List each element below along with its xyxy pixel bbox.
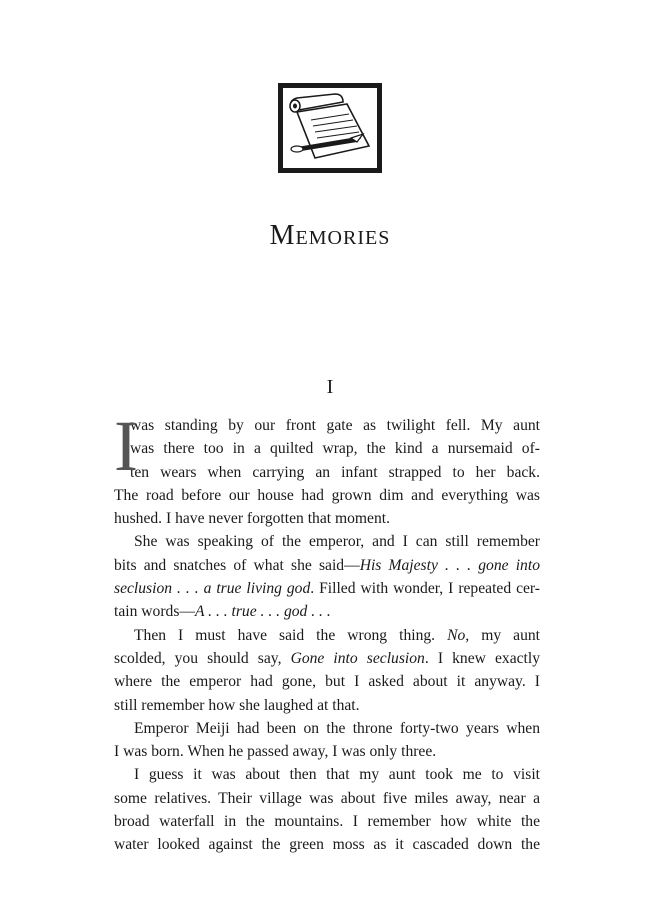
paragraph-5 xyxy=(114,763,540,856)
body-text xyxy=(114,406,541,857)
text-line: water looked against the green moss as it cascaded down the xyxy=(114,836,540,854)
text-run: . I knew exactly xyxy=(424,649,540,667)
text-line: some relatives. Their village was about five miles away, near a xyxy=(114,789,540,807)
text-line xyxy=(114,554,540,577)
text-line: was there too in a quilted wrap, the kind a nursemaid of- xyxy=(130,440,540,458)
paragraph-4 xyxy=(114,717,540,764)
text-run: my aunt xyxy=(469,626,540,644)
text-line: I guess it was about then that my aunt took me to visit xyxy=(134,766,540,784)
text-line xyxy=(114,624,540,647)
text-line xyxy=(114,647,540,670)
paragraph-3 xyxy=(114,624,540,717)
text-line: still remember how she laughed at that. xyxy=(114,696,360,714)
text-line: ten wears when carrying an infant strapped to her back. xyxy=(130,463,540,481)
text-run: Then I must have said the wrong thing. xyxy=(134,626,448,644)
text-line: Emperor Meiji had been on the throne forty-two years when xyxy=(134,719,540,737)
paragraph-1 xyxy=(114,406,540,530)
italic-run: A . . . true . . . god . . . xyxy=(195,603,331,621)
italic-run: Gone into seclusion xyxy=(290,649,425,667)
italic-run: No, xyxy=(447,626,470,644)
text-run: . Filled with wonder, I repeated cer- xyxy=(310,580,541,598)
text-line: She was speaking of the emperor, and I can still remember xyxy=(134,533,540,551)
text-line: hushed. I have never forgotten that moment. xyxy=(114,510,390,528)
text-run: bits and snatches of what she said— xyxy=(114,556,360,574)
text-line: was standing by our front gate as twilight fell. My aunt xyxy=(130,417,540,434)
text-run: tain words— xyxy=(114,603,195,621)
text-line xyxy=(114,600,540,623)
text-run: scolded, you should say, xyxy=(114,649,291,667)
text-line: where the emperor had gone, but I asked about it anyway. I xyxy=(114,673,540,691)
paragraph-2 xyxy=(114,530,540,623)
chapter-title: Memories xyxy=(269,220,391,251)
drop-cap: I xyxy=(114,406,138,486)
quill-scroll-icon xyxy=(277,82,383,174)
italic-run: His Majesty . . . gone into xyxy=(359,556,540,574)
text-line: I was born. When he passed away, I was only three. xyxy=(114,743,437,761)
text-line: broad waterfall in the mountains. I remember how white the xyxy=(114,813,540,831)
text-line: The road before our house had grown dim and everything was xyxy=(114,486,540,504)
section-number: I xyxy=(326,376,334,398)
italic-run: seclusion . . . a true living god xyxy=(114,580,311,598)
text-line xyxy=(114,577,540,600)
